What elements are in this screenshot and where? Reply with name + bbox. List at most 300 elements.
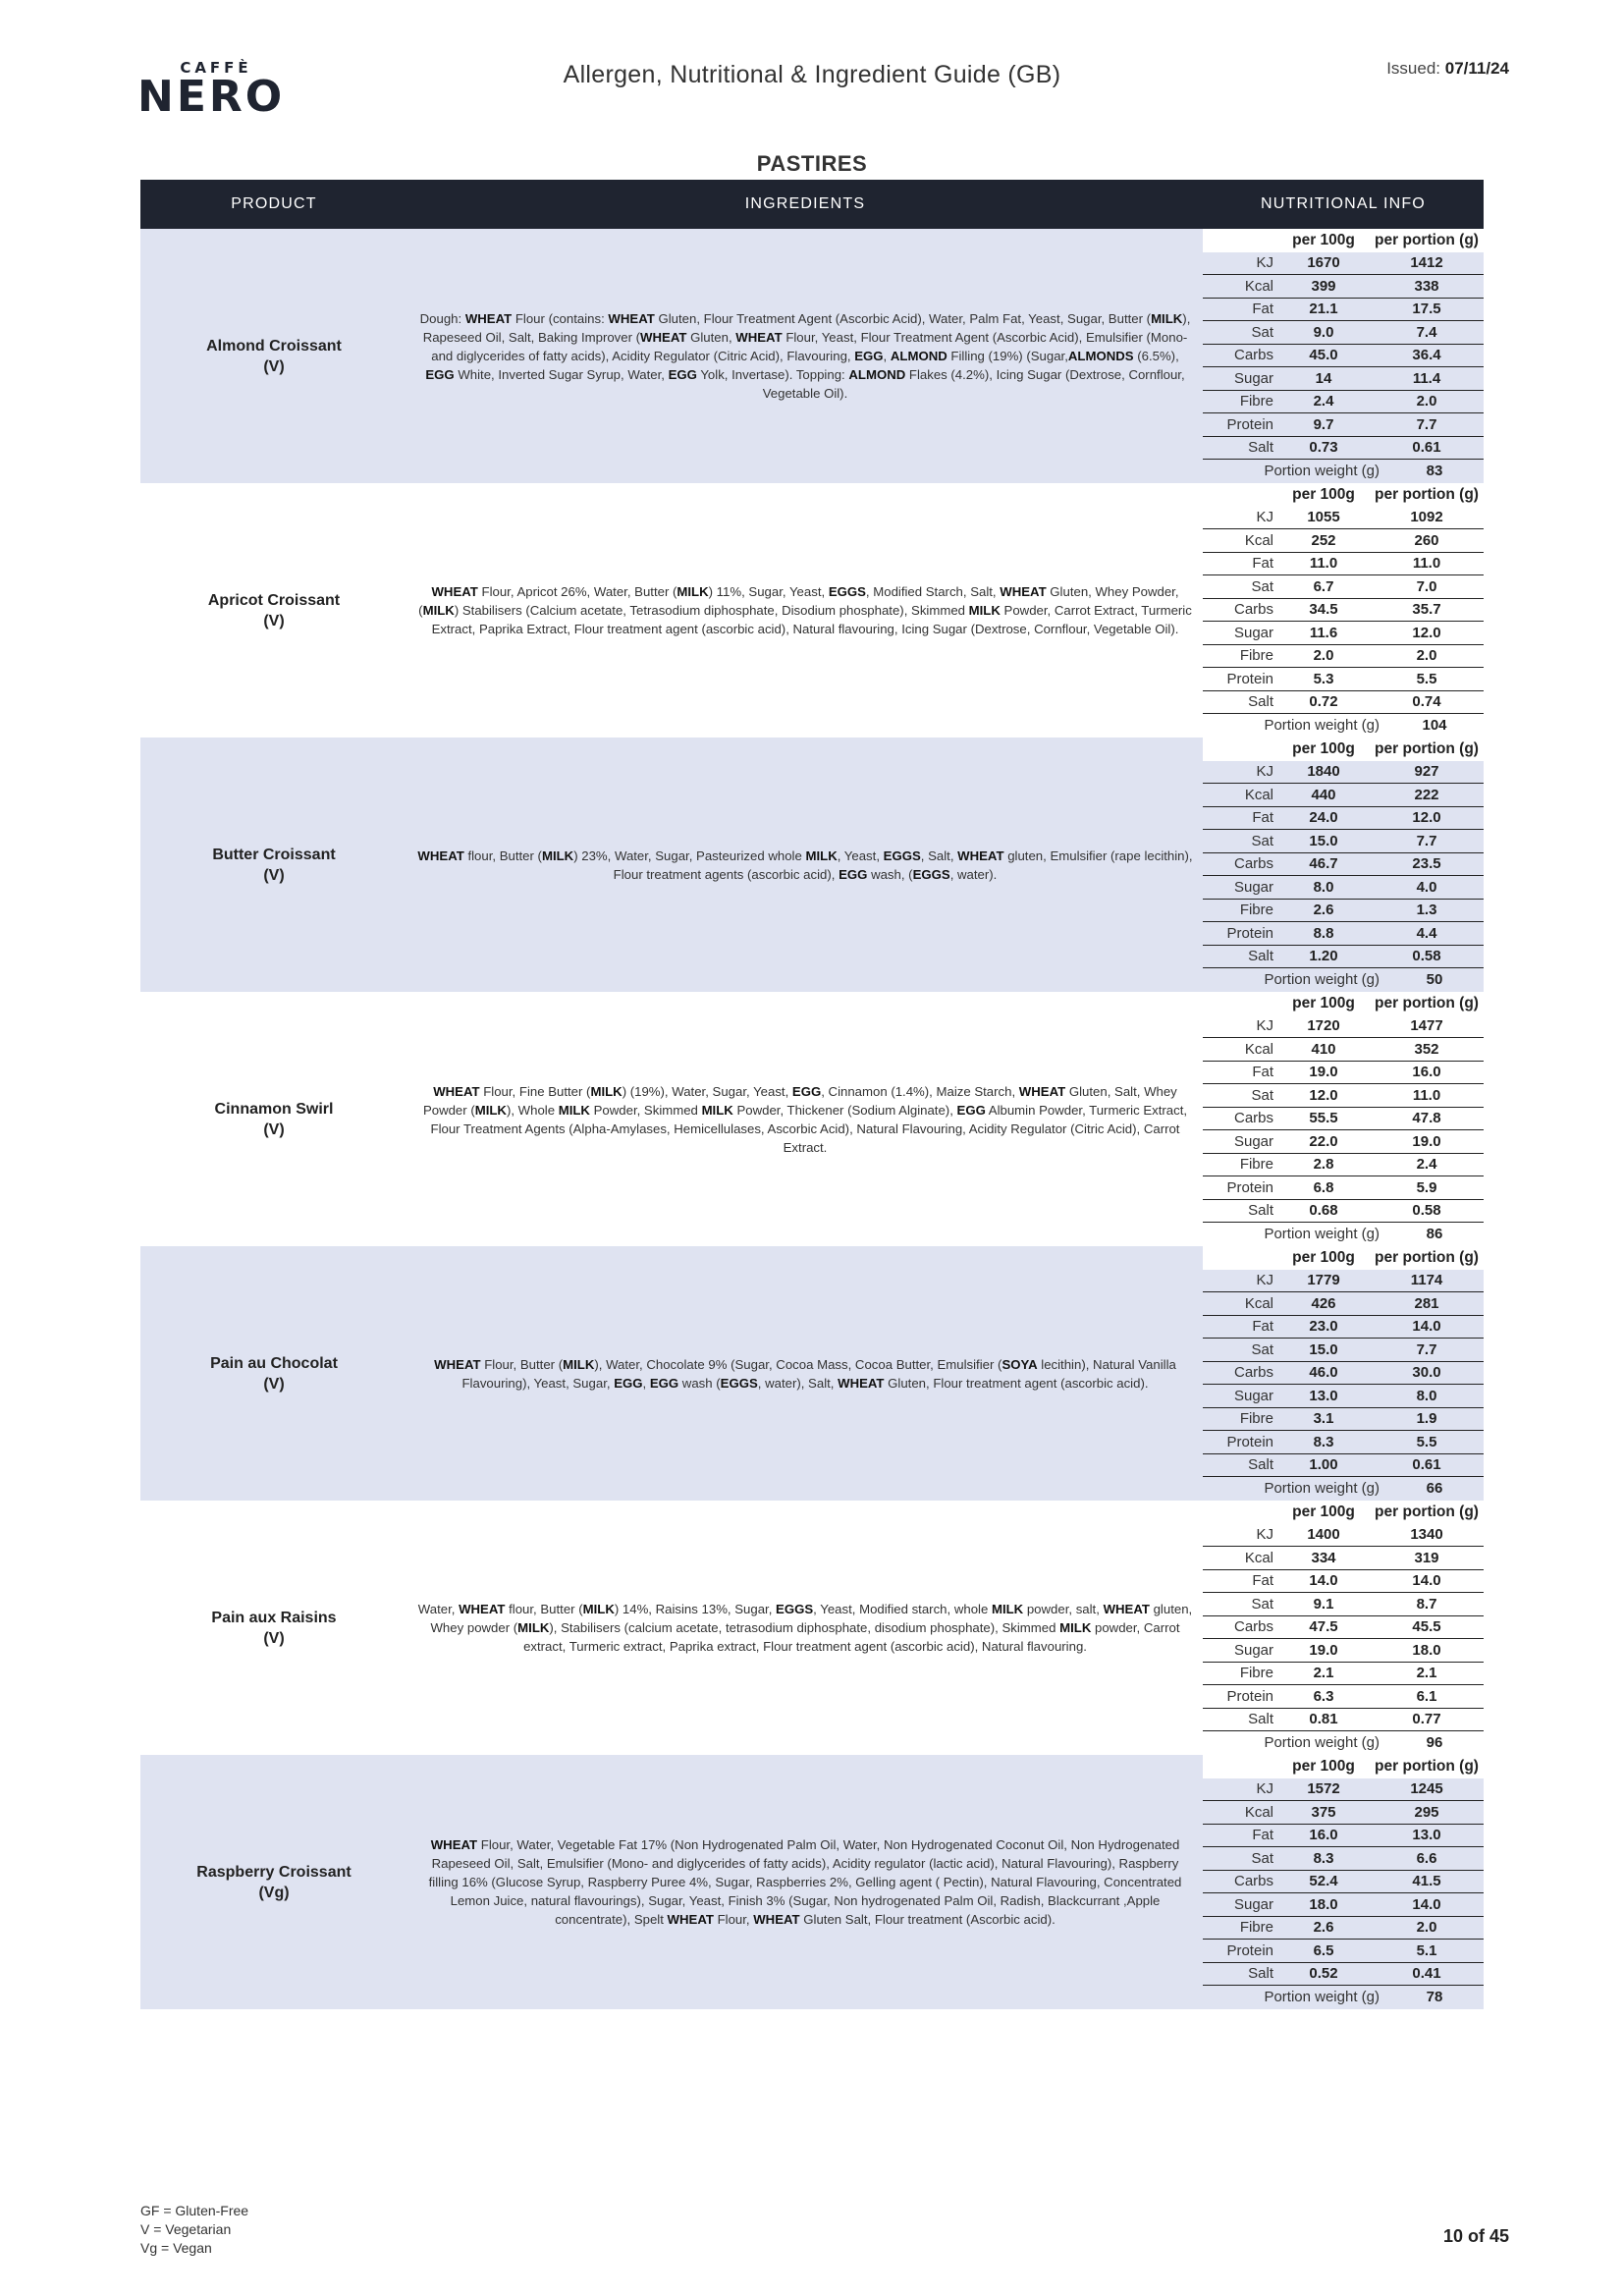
nutrient-row <box>1203 1593 1484 1616</box>
nutrient-row <box>1203 784 1484 807</box>
nutrient-perportion: 30.0 <box>1412 1364 1441 1382</box>
nutrient-perportion: 12.0 <box>1412 624 1441 641</box>
nutrient-row <box>1203 299 1484 322</box>
nutrition-cell <box>1203 483 1484 738</box>
nutrient-per100: 19.0 <box>1309 1064 1338 1081</box>
nutrient-per100: 1572 <box>1307 1780 1340 1798</box>
nutrient-label: Salt <box>1248 1711 1273 1728</box>
nutrient-label: Protein <box>1226 1178 1273 1196</box>
nutrient-label: Sat <box>1251 1849 1273 1867</box>
nutrient-perportion: 1340 <box>1410 1526 1443 1544</box>
nutrient-label: Protein <box>1226 924 1273 942</box>
nutrition-header-row <box>1203 1246 1484 1270</box>
nutrient-label: Sat <box>1251 1595 1273 1613</box>
nutrient-label: Sugar <box>1233 1895 1273 1913</box>
nutrient-perportion: 2.1 <box>1416 1665 1437 1682</box>
per100-header: per 100g <box>1292 1248 1355 1266</box>
portion-weight-value: 50 <box>1426 971 1443 989</box>
nutrient-row <box>1203 622 1484 645</box>
nutrient-label: Protein <box>1226 1687 1273 1705</box>
nutrition-header-row <box>1203 1755 1484 1778</box>
nutrient-perportion: 7.7 <box>1416 1340 1437 1358</box>
product-name: Raspberry Croissant <box>196 1863 352 1881</box>
nutrient-row <box>1203 1454 1484 1478</box>
nutrition-header-row <box>1203 229 1484 252</box>
product-diet-tag: (Vg) <box>258 1884 290 1901</box>
nutrient-perportion: 7.7 <box>1416 415 1437 433</box>
nutrition-header-row <box>1203 738 1484 761</box>
nutrient-per100: 1400 <box>1307 1526 1340 1544</box>
nutrient-label: Kcal <box>1244 1803 1273 1821</box>
nutrient-label: Salt <box>1248 693 1273 711</box>
nutrition-header-row <box>1203 1501 1484 1524</box>
nutrient-row <box>1203 1917 1484 1941</box>
nutrient-label: Sat <box>1251 832 1273 849</box>
page-number: 10 of 45 <box>1442 2226 1509 2246</box>
nutrient-row <box>1203 830 1484 853</box>
product-cell <box>140 1755 407 2009</box>
nutrient-per100: 12.0 <box>1309 1086 1338 1104</box>
nutrient-per100: 399 <box>1311 277 1336 295</box>
nutrient-perportion: 260 <box>1414 531 1439 549</box>
nutrient-label: Protein <box>1226 415 1273 433</box>
nutrient-row <box>1203 599 1484 623</box>
portion-weight-value: 104 <box>1422 717 1447 735</box>
nutrient-per100: 6.8 <box>1313 1178 1334 1196</box>
nutrient-label: Protein <box>1226 670 1273 687</box>
nutrient-row <box>1203 1685 1484 1709</box>
nutrient-perportion: 11.4 <box>1412 369 1441 387</box>
portion-weight-label: Portion weight (g) <box>1264 717 1380 735</box>
footnote-gf: GF = Gluten-Free <box>140 2203 249 2218</box>
nutrient-label: Sat <box>1251 577 1273 595</box>
nutrient-perportion: 281 <box>1414 1294 1439 1312</box>
nutrient-per100: 16.0 <box>1309 1827 1338 1844</box>
nutrient-row <box>1203 1062 1484 1085</box>
product-diet-tag: (V) <box>263 612 285 629</box>
per100-header: per 100g <box>1292 1503 1355 1520</box>
nutrient-perportion: 5.5 <box>1416 1433 1437 1450</box>
nutrient-perportion: 5.1 <box>1416 1941 1437 1959</box>
portion-weight-row <box>1203 968 1484 992</box>
nutrient-per100: 2.4 <box>1313 393 1334 410</box>
nutrient-perportion: 0.58 <box>1412 1202 1441 1220</box>
per100-header: per 100g <box>1292 1757 1355 1775</box>
nutrient-label: Fat <box>1252 1064 1273 1081</box>
nutrient-per100: 2.6 <box>1313 1919 1334 1937</box>
issued-date <box>1386 59 1509 79</box>
portion-weight-value: 86 <box>1426 1226 1443 1243</box>
nutrient-perportion: 7.4 <box>1416 323 1437 341</box>
perportion-header: per portion (g) <box>1375 994 1479 1011</box>
nutrient-per100: 14.0 <box>1309 1572 1338 1590</box>
nutrient-row <box>1203 1015 1484 1039</box>
nutrient-per100: 11.0 <box>1309 555 1338 573</box>
nutrient-row <box>1203 1362 1484 1386</box>
nutrient-label: Fibre <box>1239 902 1273 919</box>
portion-weight-row <box>1203 1477 1484 1501</box>
nutrient-perportion: 0.61 <box>1412 439 1441 457</box>
nutrient-per100: 3.1 <box>1313 1410 1334 1428</box>
nutrient-row <box>1203 900 1484 923</box>
nutrient-perportion: 18.0 <box>1412 1641 1441 1659</box>
nutrient-label: Sugar <box>1233 369 1273 387</box>
nutrient-per100: 410 <box>1311 1040 1336 1058</box>
nutrient-label: KJ <box>1256 763 1273 781</box>
nutrient-row <box>1203 922 1484 946</box>
nutrient-label: KJ <box>1256 1272 1273 1289</box>
product-row <box>140 992 1484 1246</box>
nutrient-row <box>1203 876 1484 900</box>
nutrient-label: Kcal <box>1244 1549 1273 1566</box>
nutrient-label: Carbs <box>1233 1364 1273 1382</box>
footnote-v: V = Vegetarian <box>140 2221 232 2237</box>
nutrient-per100: 18.0 <box>1309 1895 1338 1913</box>
product-name: Cinnamon Swirl <box>214 1100 334 1118</box>
nutrient-label: Carbs <box>1233 1110 1273 1127</box>
nutrient-perportion: 7.0 <box>1416 577 1437 595</box>
portion-weight-label: Portion weight (g) <box>1264 971 1380 989</box>
logo-caffe-text: CAFFÈ <box>180 59 252 77</box>
perportion-header: per portion (g) <box>1375 231 1479 248</box>
nutrient-row <box>1203 1431 1484 1454</box>
nutrient-perportion: 1.3 <box>1416 902 1437 919</box>
nutrient-perportion: 7.7 <box>1416 832 1437 849</box>
nutrient-label: KJ <box>1256 1780 1273 1798</box>
nutrient-perportion: 5.9 <box>1416 1178 1437 1196</box>
nutrient-per100: 52.4 <box>1309 1873 1338 1890</box>
nutrient-perportion: 35.7 <box>1412 601 1441 619</box>
table-body <box>140 229 1484 2009</box>
nutrient-perportion: 2.0 <box>1416 1919 1437 1937</box>
nutrient-label: Fibre <box>1239 1410 1273 1428</box>
nutrition-cell <box>1203 1501 1484 1755</box>
nutrient-per100: 55.5 <box>1309 1110 1338 1127</box>
nutrient-label: Kcal <box>1244 1294 1273 1312</box>
nutrient-label: Kcal <box>1244 786 1273 803</box>
nutrient-per100: 2.8 <box>1313 1156 1334 1174</box>
nutrient-row <box>1203 1801 1484 1825</box>
product-diet-tag: (V) <box>263 866 285 884</box>
nutrient-row <box>1203 1871 1484 1894</box>
nutrient-label: Fibre <box>1239 647 1273 665</box>
nutrient-per100: 0.81 <box>1309 1711 1338 1728</box>
nutrition-header-row <box>1203 992 1484 1015</box>
nutrient-row <box>1203 853 1484 877</box>
nutrition-cell <box>1203 1755 1484 2009</box>
ingredients-text: WHEAT Flour, Water, Vegetable Fat 17% (Non Hydrogenated Palm Oil, Water, Non Hydrogenated Coconut Oil, Non Hydrogenated Rapeseed Oil, Salt, Emulsifier (Mono- and diglycerides of fatty acids), Acidity regulator (lactic acid), Natural Flavouring), Raspberry filling 16% (Glucose Syrup, Raspberry Puree 4%, Sugar, Raspberries 2%, Gelling agent ( Pectin), Natural Flavouring, Concentrated Lemon Juice, natural flavourings), Sugar, Yeast, Finish 3% (Sugar, Non hydrogenated Palm Oil, Radish, Blackcurrant ,Apple concentrate), Spelt WHEAT Flour, WHEAT Gluten Salt, Flour treatment (Ascorbic acid). <box>428 1837 1182 1927</box>
portion-weight-value: 83 <box>1426 463 1443 480</box>
nutrient-per100: 1.20 <box>1309 948 1338 965</box>
nutrient-perportion: 36.4 <box>1412 347 1441 364</box>
nutrient-row <box>1203 1408 1484 1432</box>
nutrient-row <box>1203 321 1484 345</box>
nutrient-perportion: 1092 <box>1410 509 1443 526</box>
nutrient-label: Carbs <box>1233 347 1273 364</box>
header-product: PRODUCT <box>231 195 317 212</box>
ingredients-text: WHEAT Flour, Fine Butter (MILK) (19%), Water, Sugar, Yeast, EGG, Cinnamon (1.4%), Maize Starch, WHEAT Gluten, Salt, Whey Powder (MILK), Whole MILK Powder, Skimmed MILK Powder, Thickener (Sodium Alginate), EGG Albumin Powder, Turmeric Extract, Flour Treatment Agents (Alpha-Amylases, Hemicellulases, Ascorbic Acid), Natural Flavouring, Acidity Regulator (Citric Acid), Carrot Extract. <box>422 1083 1188 1155</box>
nutrient-perportion: 1477 <box>1410 1017 1443 1035</box>
product-cell <box>140 229 407 483</box>
product-cell <box>140 483 407 738</box>
portion-weight-label: Portion weight (g) <box>1264 1226 1380 1243</box>
portion-weight-row <box>1203 714 1484 738</box>
nutrient-row <box>1203 1108 1484 1131</box>
per100-header: per 100g <box>1292 231 1355 248</box>
header-ingredients: INGREDIENTS <box>744 195 866 212</box>
nutrient-label: Sat <box>1251 323 1273 341</box>
section-title: PASTIRES <box>756 151 868 176</box>
nutrient-row <box>1203 1176 1484 1200</box>
nutrient-per100: 46.0 <box>1309 1364 1338 1382</box>
nutrient-label: Fibre <box>1239 1665 1273 1682</box>
nutrient-perportion: 11.0 <box>1412 1086 1441 1104</box>
product-row <box>140 738 1484 992</box>
issued-label: Issued: <box>1386 59 1445 78</box>
nutrient-row <box>1203 1385 1484 1408</box>
nutrient-row <box>1203 668 1484 691</box>
nutrient-per100: 0.68 <box>1309 1202 1338 1220</box>
nutrient-label: Sugar <box>1233 1641 1273 1659</box>
nutrient-perportion: 23.5 <box>1412 855 1441 873</box>
nutrient-label: KJ <box>1256 1526 1273 1544</box>
portion-weight-row <box>1203 460 1484 483</box>
product-diet-tag: (V) <box>263 1121 285 1138</box>
nutrient-row <box>1203 1316 1484 1339</box>
nutrient-label: Fat <box>1252 809 1273 827</box>
ingredients-cell <box>407 1246 1203 1501</box>
nutrient-row <box>1203 1292 1484 1316</box>
nutrient-label: Fibre <box>1239 1919 1273 1937</box>
product-name: Pain au Chocolat <box>210 1354 338 1372</box>
nutrient-label: Fat <box>1252 1318 1273 1336</box>
nutrient-row <box>1203 1778 1484 1802</box>
nutrient-per100: 9.1 <box>1313 1595 1334 1613</box>
perportion-header: per portion (g) <box>1375 1503 1479 1520</box>
ingredients-cell <box>407 483 1203 738</box>
nutrient-per100: 440 <box>1311 786 1336 803</box>
nutrient-label: Fibre <box>1239 1156 1273 1174</box>
nutrient-per100: 2.1 <box>1313 1665 1334 1682</box>
nutrient-perportion: 8.7 <box>1416 1595 1437 1613</box>
ingredients-cell <box>407 1501 1203 1755</box>
product-cell <box>140 1246 407 1501</box>
nutrient-row <box>1203 1963 1484 1987</box>
issued-value: 07/11/24 <box>1444 59 1509 78</box>
portion-weight-row <box>1203 1731 1484 1755</box>
product-row <box>140 1246 1484 1501</box>
nutrient-per100: 46.7 <box>1309 855 1338 873</box>
nutrient-row <box>1203 1084 1484 1108</box>
nutrient-per100: 47.5 <box>1309 1618 1338 1636</box>
nutrient-per100: 2.6 <box>1313 902 1334 919</box>
product-name: Almond Croissant <box>206 337 342 355</box>
nutrient-row <box>1203 529 1484 553</box>
nutrient-row <box>1203 1570 1484 1594</box>
nutrient-row <box>1203 946 1484 969</box>
nutrient-row <box>1203 1847 1484 1871</box>
nutrient-perportion: 0.74 <box>1412 693 1441 711</box>
nutrient-per100: 45.0 <box>1309 347 1338 364</box>
nutrient-per100: 1055 <box>1307 509 1340 526</box>
nutrition-cell <box>1203 1246 1484 1501</box>
footer-notes <box>140 2202 248 2258</box>
nutrient-row <box>1203 1940 1484 1963</box>
portion-weight-label: Portion weight (g) <box>1264 1734 1380 1752</box>
nutrient-per100: 15.0 <box>1309 1340 1338 1358</box>
nutrient-label: Salt <box>1248 1202 1273 1220</box>
portion-weight-row <box>1203 1223 1484 1246</box>
nutrient-label: Fat <box>1252 1827 1273 1844</box>
nutrient-perportion: 927 <box>1414 763 1439 781</box>
nutrient-row <box>1203 1130 1484 1154</box>
product-diet-tag: (V) <box>263 1629 285 1647</box>
nutrient-per100: 11.6 <box>1309 624 1338 641</box>
nutrient-perportion: 45.5 <box>1412 1618 1441 1636</box>
nutrient-row <box>1203 275 1484 299</box>
nutrient-per100: 23.0 <box>1309 1318 1338 1336</box>
nutrient-per100: 6.3 <box>1313 1687 1334 1705</box>
nutrient-per100: 2.0 <box>1313 647 1334 665</box>
nutrient-perportion: 16.0 <box>1412 1064 1441 1081</box>
product-diet-tag: (V) <box>263 357 285 375</box>
nutrient-per100: 15.0 <box>1309 832 1338 849</box>
nutrient-perportion: 319 <box>1414 1549 1439 1566</box>
nutrient-label: Kcal <box>1244 531 1273 549</box>
nutrient-per100: 9.0 <box>1313 323 1334 341</box>
nutrient-perportion: 295 <box>1414 1803 1439 1821</box>
nutrient-label: Salt <box>1248 948 1273 965</box>
ingredients-text: Dough: WHEAT Flour (contains: WHEAT Gluten, Flour Treatment Agent (Ascorbic Acid), Water, Palm Fat, Yeast, Sugar, Butter (MILK), Rapeseed Oil, Salt, Baking Improver (WHEAT Gluten, WHEAT Flour, Yeast, Flour Treatment Agent (Ascorbic Acid), Emulsifier (Mono- and diglycerides of fatty acids), Acidity Regulator (Citric Acid), Flavouring, EGG, ALMOND Filling (19%) (Sugar,ALMONDS (6.5%), EGG White, Inverted Sugar Syrup, Water, EGG Yolk, Invertase). Topping: ALMOND Flakes (4.2%), Icing Sugar (Dextrose, Cornflour, Vegetable Oil). <box>419 311 1191 401</box>
product-name: Pain aux Raisins <box>211 1609 337 1626</box>
nutrient-perportion: 0.58 <box>1412 948 1441 965</box>
nutrient-perportion: 4.0 <box>1416 878 1437 896</box>
nutrient-perportion: 338 <box>1414 277 1439 295</box>
nutrient-label: Carbs <box>1233 601 1273 619</box>
nutrient-row <box>1203 252 1484 276</box>
nutrient-label: Sugar <box>1233 1132 1273 1150</box>
nutrient-row <box>1203 691 1484 715</box>
ingredients-cell <box>407 1755 1203 2009</box>
nutrient-label: Protein <box>1226 1941 1273 1959</box>
product-name: Butter Croissant <box>212 846 336 863</box>
nutrient-label: KJ <box>1256 509 1273 526</box>
nutrient-per100: 1840 <box>1307 763 1340 781</box>
nutrition-cell <box>1203 229 1484 483</box>
product-cell <box>140 992 407 1246</box>
nutrient-row <box>1203 391 1484 414</box>
nutrient-perportion: 11.0 <box>1412 555 1441 573</box>
nutrient-row <box>1203 413 1484 437</box>
product-row <box>140 1755 1484 2009</box>
perportion-header: per portion (g) <box>1375 1757 1479 1775</box>
perportion-header: per portion (g) <box>1375 739 1479 757</box>
nutrient-perportion: 6.1 <box>1416 1687 1437 1705</box>
portion-weight-label: Portion weight (g) <box>1264 463 1380 480</box>
portion-weight-label: Portion weight (g) <box>1264 1989 1380 2006</box>
product-name: Apricot Croissant <box>207 591 341 609</box>
nutrient-row <box>1203 1200 1484 1224</box>
document-title: Allergen, Nutritional & Ingredient Guide (GB) <box>563 61 1061 88</box>
nutrient-per100: 1670 <box>1307 254 1340 272</box>
nutrient-perportion: 6.6 <box>1416 1849 1437 1867</box>
portion-weight-value: 66 <box>1426 1480 1443 1498</box>
nutrient-row <box>1203 367 1484 391</box>
nutrient-row <box>1203 1270 1484 1293</box>
nutrient-per100: 34.5 <box>1309 601 1338 619</box>
nutrient-label: Fat <box>1252 555 1273 573</box>
nutrient-label: KJ <box>1256 254 1273 272</box>
nutrient-perportion: 0.61 <box>1412 1456 1441 1474</box>
per100-header: per 100g <box>1292 994 1355 1011</box>
portion-weight-value: 96 <box>1426 1734 1443 1752</box>
nutrient-per100: 8.3 <box>1313 1433 1334 1450</box>
product-cell <box>140 1501 407 1755</box>
product-diet-tag: (V) <box>263 1375 285 1393</box>
product-row <box>140 229 1484 483</box>
nutrient-perportion: 8.0 <box>1416 1387 1437 1404</box>
nutrient-per100: 0.73 <box>1309 439 1338 457</box>
nutrient-per100: 6.5 <box>1313 1941 1334 1959</box>
nutrient-label: Protein <box>1226 1433 1273 1450</box>
nutrient-perportion: 4.4 <box>1416 924 1437 942</box>
nutrient-label: Sugar <box>1233 878 1273 896</box>
nutrient-per100: 9.7 <box>1313 415 1334 433</box>
nutrient-row <box>1203 761 1484 785</box>
nutrient-per100: 0.52 <box>1309 1965 1338 1983</box>
nutrient-row <box>1203 437 1484 461</box>
nutrient-per100: 8.3 <box>1313 1849 1334 1867</box>
nutrient-row <box>1203 345 1484 368</box>
nutrient-perportion: 5.5 <box>1416 670 1437 687</box>
footnote-vg: Vg = Vegan <box>140 2240 212 2256</box>
ingredients-text: WHEAT Flour, Butter (MILK), Water, Chocolate 9% (Sugar, Cocoa Mass, Cocoa Butter, Emulsifier (SOYA lecithin), Natural Vanilla Flavouring), Yeast, Sugar, EGG, EGG wash (EGGS, water), Salt, WHEAT Gluten, Flour treatment agent (ascorbic acid). <box>434 1356 1176 1391</box>
nutrient-perportion: 19.0 <box>1412 1132 1441 1150</box>
nutrient-per100: 8.0 <box>1313 878 1334 896</box>
nutrient-label: Fibre <box>1239 393 1273 410</box>
nutrient-label: Salt <box>1248 1456 1273 1474</box>
nutrient-per100: 22.0 <box>1309 1132 1338 1150</box>
product-row <box>140 483 1484 738</box>
nutrient-label: Salt <box>1248 439 1273 457</box>
perportion-header: per portion (g) <box>1375 485 1479 503</box>
ingredients-cell <box>407 229 1203 483</box>
nutrient-row <box>1203 553 1484 576</box>
nutrient-row <box>1203 1825 1484 1848</box>
portion-weight-value: 78 <box>1426 1989 1443 2006</box>
product-cell <box>140 738 407 992</box>
ingredients-text: WHEAT Flour, Apricot 26%, Water, Butter (MILK) 11%, Sugar, Yeast, EGGS, Modified Starch, Salt, WHEAT Gluten, Whey Powder, (MILK) Stabilisers (Calcium acetate, Tetrasodium diphosphate, Disodium phosphate), Skimmed MILK Powder, Carrot Extract, Turmeric Extract, Paprika Extract, Flour treatment agent (ascorbic acid), Natural flavouring, Icing Sugar (Dextrose, Cornflour, Vegetable Oil). <box>418 584 1192 636</box>
nutrient-label: Kcal <box>1244 277 1273 295</box>
nutrient-perportion: 12.0 <box>1412 809 1441 827</box>
nutrient-row <box>1203 645 1484 669</box>
nutrient-perportion: 2.4 <box>1416 1156 1437 1174</box>
nutrient-per100: 1779 <box>1307 1272 1340 1289</box>
nutrient-perportion: 222 <box>1414 786 1439 803</box>
nutrient-row <box>1203 1524 1484 1548</box>
nutrient-perportion: 1245 <box>1410 1780 1443 1798</box>
nutrient-perportion: 13.0 <box>1412 1827 1441 1844</box>
nutrient-per100: 6.7 <box>1313 577 1334 595</box>
nutrient-label: Sugar <box>1233 1387 1273 1404</box>
nutrient-per100: 334 <box>1311 1549 1336 1566</box>
nutrient-perportion: 0.77 <box>1412 1711 1441 1728</box>
nutrient-row <box>1203 507 1484 530</box>
nutrient-perportion: 41.5 <box>1412 1873 1441 1890</box>
nutrient-perportion: 14.0 <box>1412 1572 1441 1590</box>
nutrient-per100: 24.0 <box>1309 809 1338 827</box>
nutrient-per100: 375 <box>1311 1803 1336 1821</box>
